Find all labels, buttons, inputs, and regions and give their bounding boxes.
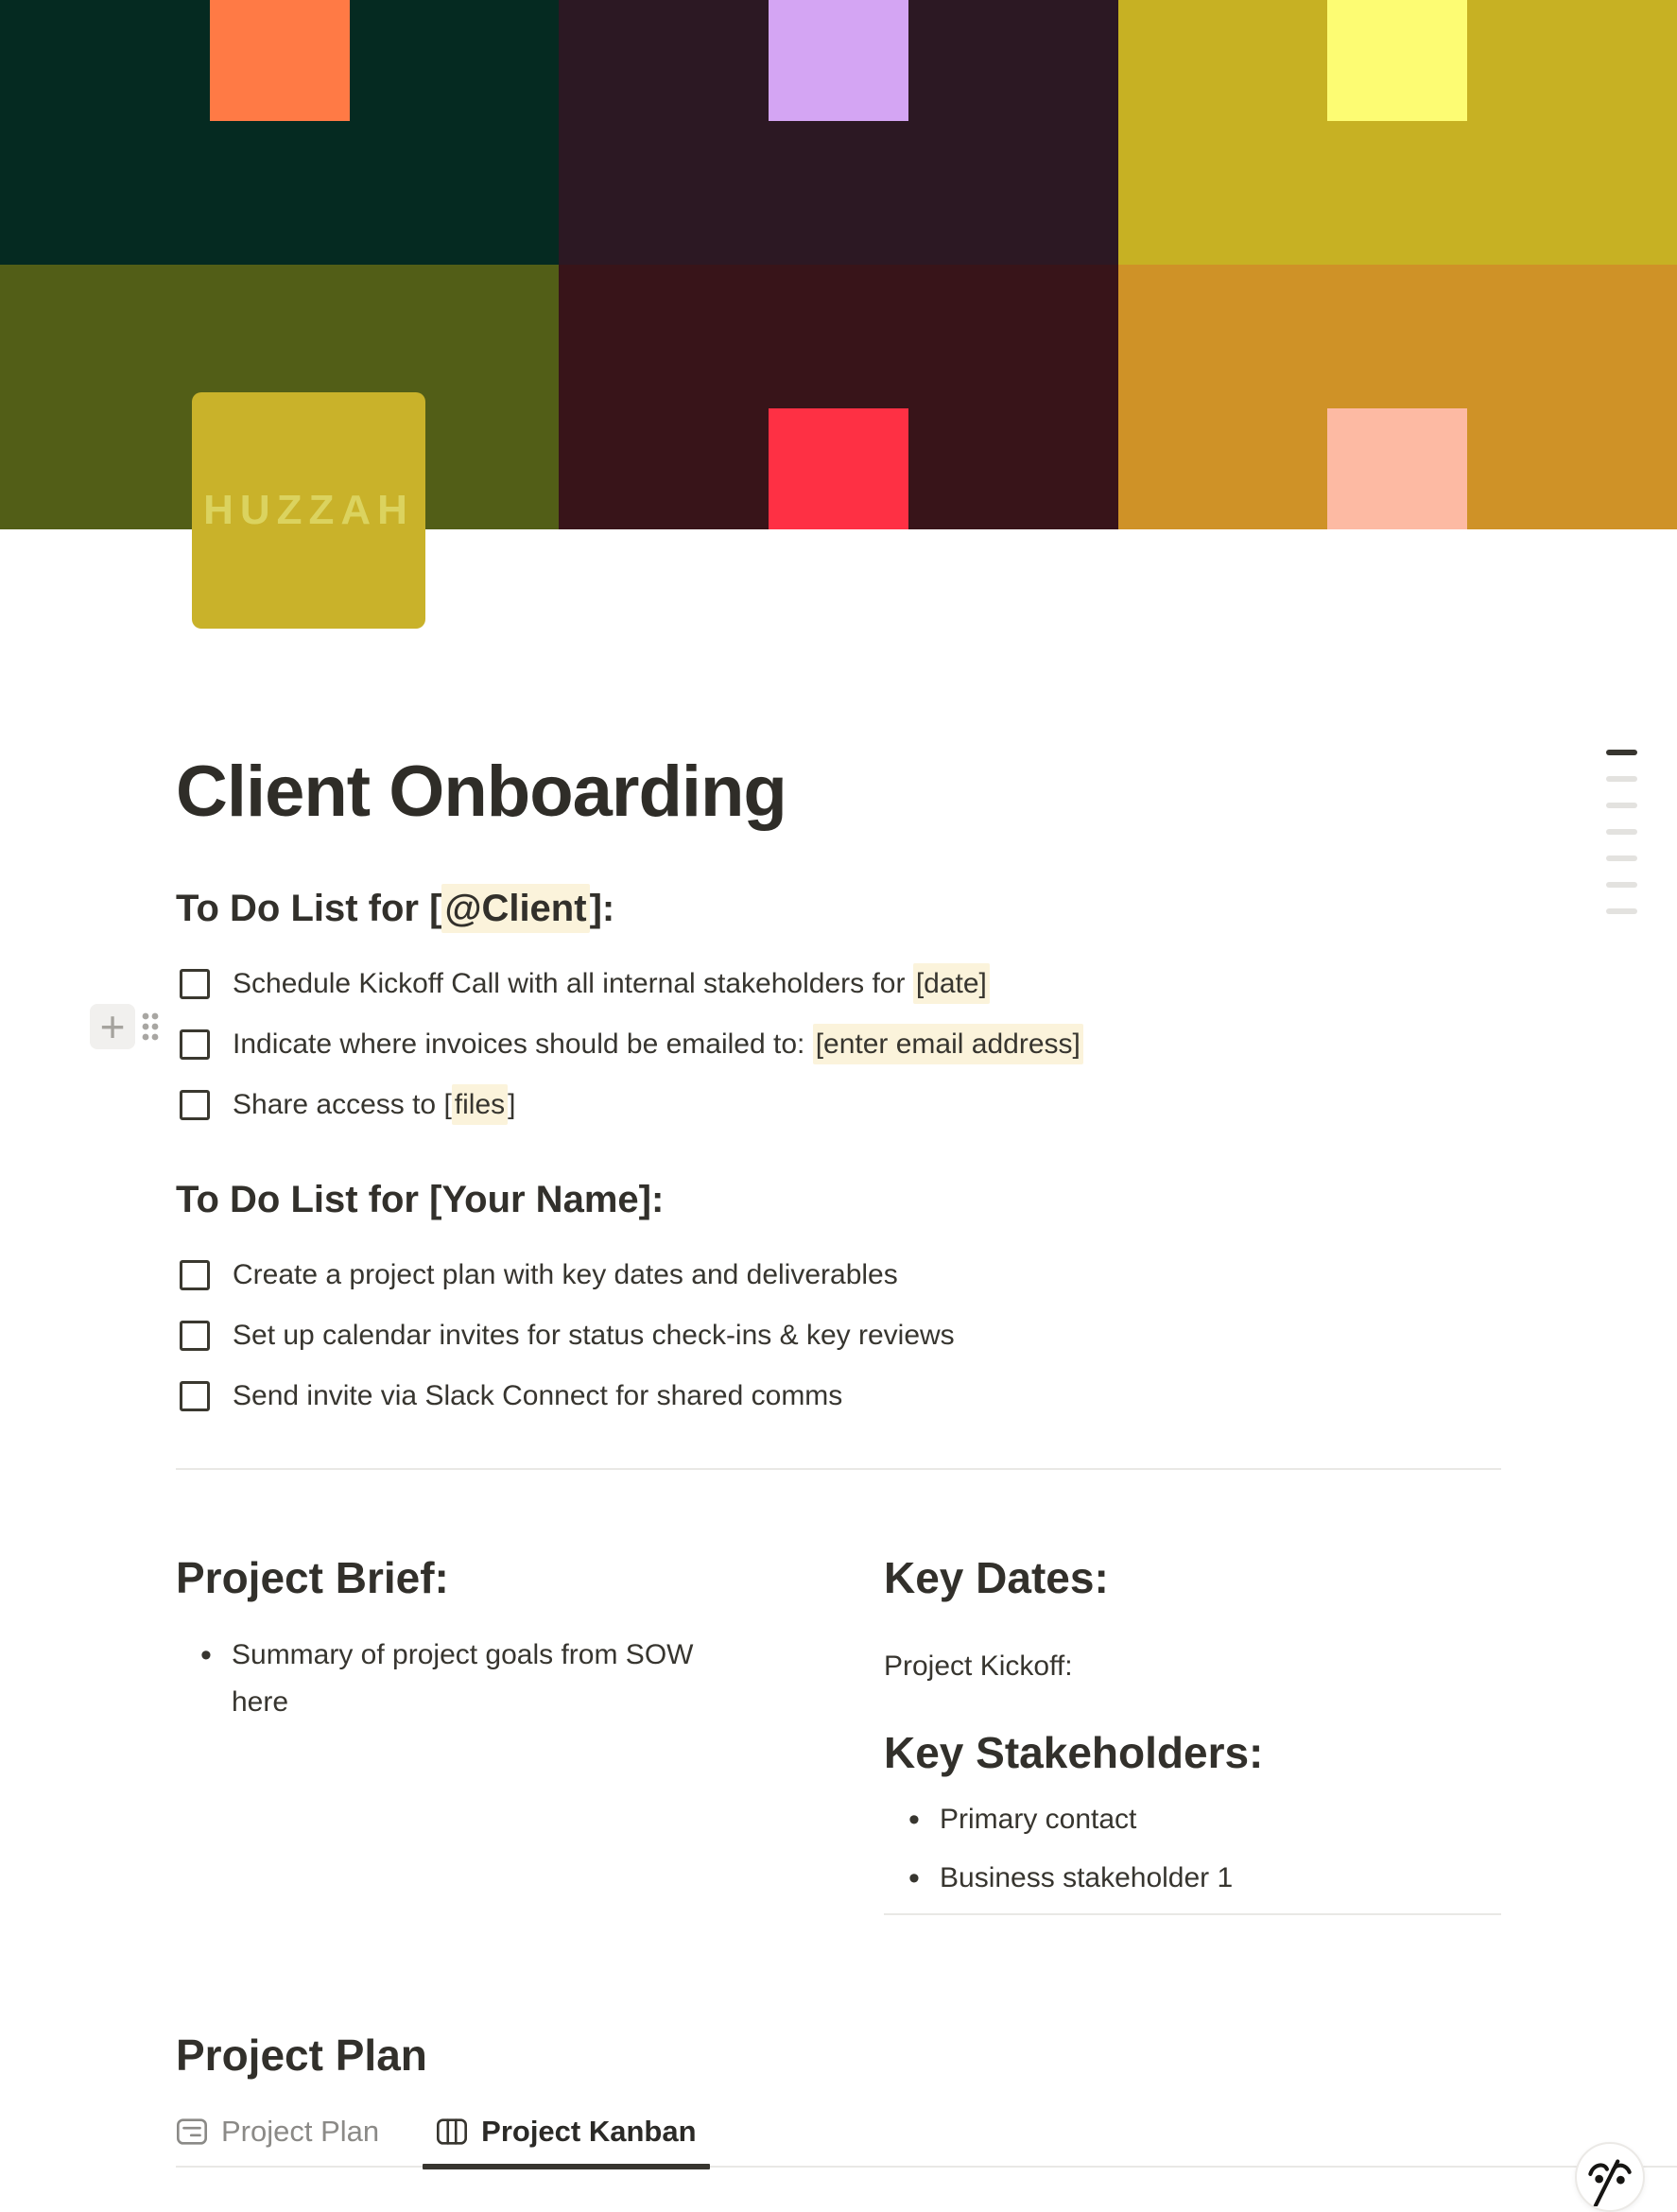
project-brief-column: [176, 1553, 852, 1915]
divider: [884, 1913, 1501, 1915]
outline-dash[interactable]: [1606, 882, 1637, 888]
todo-checkbox[interactable]: [180, 1090, 210, 1120]
project-plan-heading[interactable]: Project Plan: [176, 2030, 427, 2080]
list-item[interactable]: • Primary contact: [884, 1796, 1501, 1843]
view-tabs: [176, 2113, 1677, 2168]
todo-text-highlight: files: [452, 1084, 508, 1125]
todo-text[interactable]: Set up calendar invites for status check-ins & key reviews: [233, 1320, 955, 1352]
list-item[interactable]: • Business stakeholder 1: [884, 1855, 1501, 1902]
add-block-button[interactable]: [90, 1004, 135, 1049]
todo-item: [176, 1305, 1501, 1366]
heading-text: To Do List for [: [176, 888, 442, 930]
outline-dash[interactable]: [1606, 855, 1637, 861]
key-dates-heading[interactable]: Key Dates:: [884, 1553, 1109, 1603]
todo-text-segment: Share access to [: [233, 1089, 452, 1121]
outline-dash[interactable]: [1606, 908, 1637, 914]
cover-tile: [1118, 0, 1677, 265]
todo-checkbox[interactable]: [180, 1321, 210, 1351]
logo-button[interactable]: [1575, 2142, 1645, 2212]
key-stakeholders-heading[interactable]: Key Stakeholders:: [884, 1727, 1264, 1777]
outline-dash[interactable]: [1606, 829, 1637, 835]
tab-project-kanban[interactable]: [436, 2113, 696, 2151]
project-brief-heading[interactable]: Project Brief:: [176, 1553, 449, 1603]
todo-text-segment: ]: [508, 1089, 516, 1121]
outline-indicator: [1606, 750, 1637, 935]
page-title[interactable]: Client Onboarding: [176, 752, 787, 832]
cover-tile-accent: [1327, 0, 1467, 121]
todo-list-owner: [176, 1245, 1501, 1426]
cover-tile-accent: [769, 0, 908, 121]
todo-item: [176, 1075, 1501, 1135]
cover-tile: [0, 0, 559, 265]
cover-tile-accent: [769, 408, 908, 529]
key-dates-column: [884, 1553, 1501, 1915]
project-brief-list: [176, 1632, 852, 1726]
todo-client-heading[interactable]: [176, 884, 1501, 933]
cover-card: [192, 392, 425, 629]
list-view-icon: [176, 2116, 208, 2148]
cover-tile-accent: [210, 0, 350, 121]
cover-tile: [559, 265, 1117, 529]
outline-dash[interactable]: [1606, 750, 1637, 755]
drag-dots-icon: [142, 1012, 159, 1041]
todo-item: [176, 1014, 1501, 1075]
todo-checkbox[interactable]: [180, 1381, 210, 1411]
todo-item: [176, 954, 1501, 1014]
cover-tile-accent: [1327, 408, 1467, 529]
todo-text[interactable]: [233, 1023, 1083, 1066]
todo-text-highlight: [date]: [913, 963, 990, 1004]
todo-text-segment: Indicate where invoices should be emailed to:: [233, 1028, 813, 1061]
todo-item: [176, 1366, 1501, 1426]
todo-text[interactable]: Create a project plan with key dates and deliverables: [233, 1259, 898, 1291]
todo-checkbox[interactable]: [180, 969, 210, 999]
heading-highlight: @Client: [441, 884, 589, 933]
drag-handle[interactable]: [142, 1012, 159, 1046]
outline-dash[interactable]: [1606, 803, 1637, 808]
key-stakeholders-list: [884, 1796, 1501, 1902]
todo-text[interactable]: [233, 1083, 516, 1127]
board-view-icon: [436, 2116, 468, 2148]
todo-checkbox[interactable]: [180, 1260, 210, 1290]
todo-owner-heading[interactable]: To Do List for [Your Name]:: [176, 1179, 665, 1221]
cover-card-label: HUZZAH: [203, 487, 414, 533]
tab-project-plan[interactable]: [176, 2113, 379, 2151]
list-item[interactable]: • Summary of project goals from SOW here: [176, 1632, 705, 1726]
tab-label: Project Plan: [221, 2114, 380, 2148]
heading-text: ]:: [589, 888, 615, 930]
cover-tile: [1118, 265, 1677, 529]
todo-checkbox[interactable]: [180, 1029, 210, 1060]
plus-icon: +: [99, 1002, 126, 1051]
project-kickoff-line[interactable]: Project Kickoff:: [884, 1650, 1073, 1682]
divider: [176, 1468, 1501, 1470]
tab-label: Project Kanban: [481, 2114, 697, 2148]
outline-dash[interactable]: [1606, 776, 1637, 782]
cover-tile: [559, 0, 1117, 265]
todo-text[interactable]: [233, 962, 990, 1006]
two-column-section: [176, 1553, 1501, 1915]
doodle-face-icon: [1581, 2148, 1639, 2206]
todo-text[interactable]: Send invite via Slack Connect for shared comms: [233, 1380, 843, 1412]
page-body: [0, 753, 1677, 2168]
todo-list-client: [176, 954, 1501, 1135]
todo-item: [176, 1245, 1501, 1305]
todo-text-segment: Schedule Kickoff Call with all internal stakeholders for: [233, 968, 913, 1000]
todo-text-highlight: [enter email address]: [813, 1024, 1083, 1064]
